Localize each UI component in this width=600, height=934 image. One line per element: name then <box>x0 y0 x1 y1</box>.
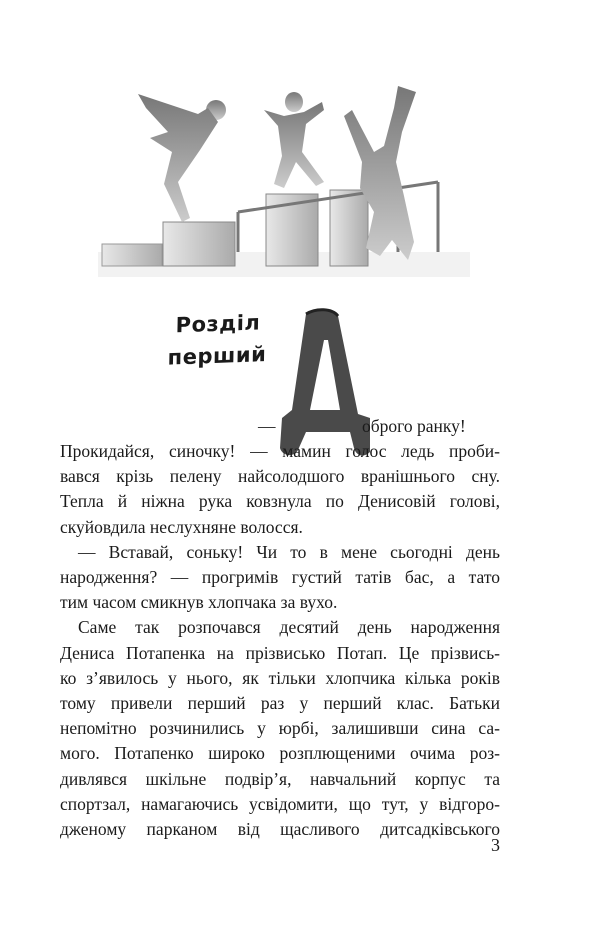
text-line: Тепла й ніжна рука ковзнула по Денисовій голові, <box>60 491 500 512</box>
text-line: дженому парканом від щасливого дитсадківського <box>60 819 500 840</box>
body-text <box>60 439 500 842</box>
text-line: Прокидайся, синочку! — мамин голос ледь проби- <box>60 441 500 461</box>
page-number: 3 <box>491 835 500 855</box>
text-line: вався крізь пелену найсолодшого вранішнього сну. <box>60 466 500 487</box>
text-line: Саме так розпочався десятий день народження <box>78 617 500 638</box>
parkour-illustration <box>98 72 470 277</box>
first-line-dash: — <box>258 416 276 436</box>
text-line: тим часом смикнув хлопчака за вухо. <box>60 592 338 613</box>
text-line: народження? — прогримів густий татів бас, а тато <box>60 567 500 588</box>
text-line: непомітно розчинились у юрбі, залишивши сина са- <box>60 718 500 739</box>
chapter-heading-line2: перший <box>167 342 267 370</box>
chapter-heading-line1: Розділ <box>175 310 261 338</box>
text-line: мого. Потапенко широко розплющеними очима роз- <box>60 743 500 764</box>
text-line: тому привели перший раз у перший клас. Батьки <box>60 693 500 714</box>
first-line-rest: оброго ранку! <box>362 416 466 436</box>
text-line: — Вставай, соньку! Чи то в мене сьогодні день <box>78 541 500 562</box>
text-line: Дениса Потапенка на прізвисько Потап. Це прізвись- <box>60 642 500 663</box>
first-line <box>258 414 466 439</box>
text-line: спортзал, намагаючись усвідомити, що тут, у відгоро- <box>60 793 500 814</box>
text-line: скуйовдила неслухняне волосся. <box>60 516 303 537</box>
text-line: дивлявся шкільне подвір’я, навчальний корпус та <box>60 768 500 789</box>
chapter-heading <box>167 306 267 373</box>
text-line: ко з’явилось у нього, як тільки хлопчика кілька років <box>60 667 500 688</box>
